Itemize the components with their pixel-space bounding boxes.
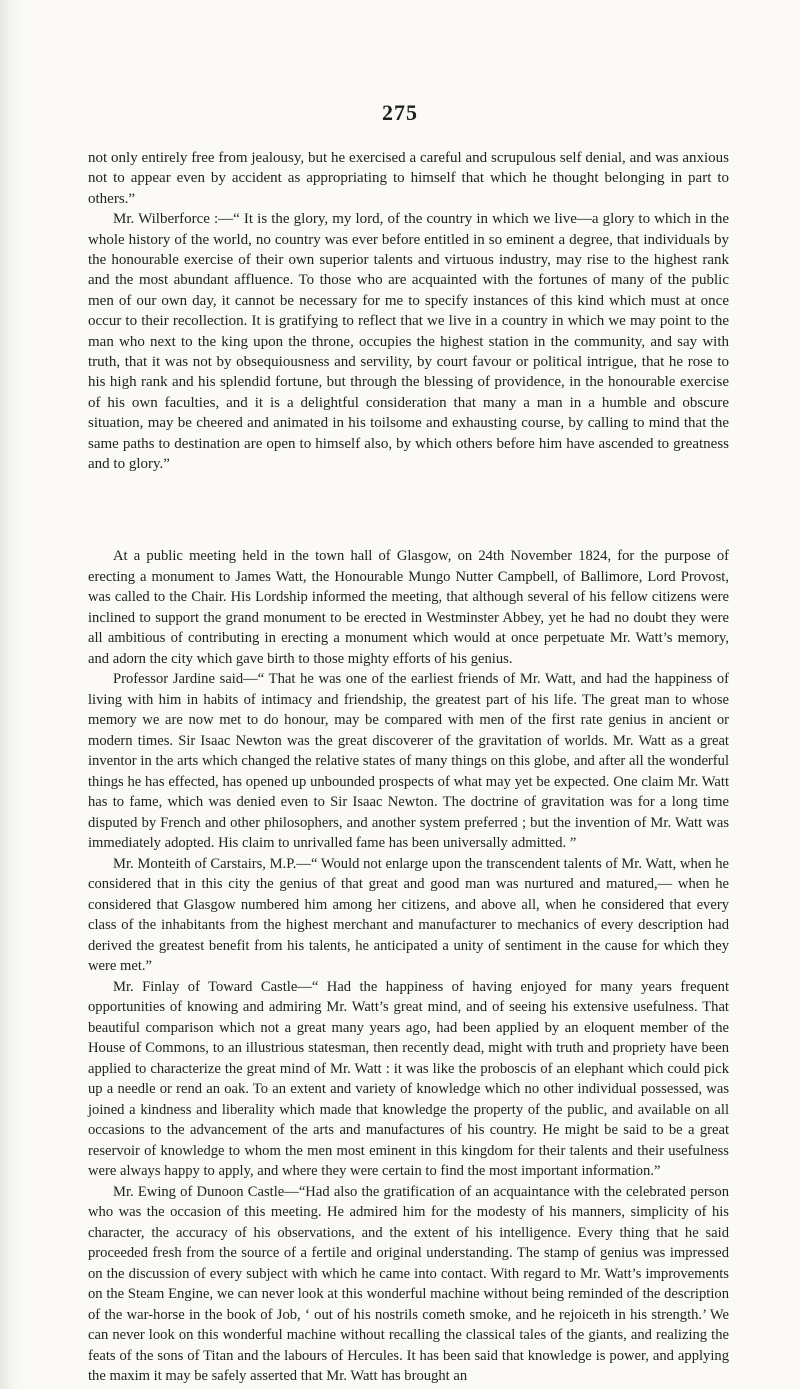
glasgow-meeting-section: [88, 546, 729, 1387]
paragraph-finlay: Mr. Finlay of Toward Castle—“ Had the happiness of having enjoyed for many years frequent opportunities of knowing and admiring Mr. Watt’s great mind, and of seeing his extensive usefulness. That beautiful comparison which not a great many years ago, had been applied by an eloquent member of the House of Commons, to an illustrious statesman, then recently dead, might with truth and propriety have been applied to characterize the great mind of Mr. Watt : it was like the proboscis of an elephant which could pick up a needle or rend an oak. To an extent and variety of knowledge which no other individual possessed, was joined a kindness and liberality which made that knowledge the property of the public, and available on all occasions to the advancement of the arts and manufactures of his country. He might be said to be a great reservoir of knowledge to whom the men most eminent in this kingdom for their talents and their usefulness were always happy to apply, and where they were certain to find the most important information.”: [88, 978, 729, 1179]
paragraph-wilberforce: Mr. Wilberforce :—“ It is the glory, my lord, of the country in which we live—a glory to which in the whole history of the world, no country was ever before entitled in so eminent a degree, that individuals by the honourable exercise of their own superior talents and virtuous industry, may rise to the highest rank and the most abundant affluence. To those who are acquainted with the fortunes of many of the public men of our own day, it cannot be necessary for me to specify instances of this kind which must at once occur to their recollection. It is gratifying to reflect that we live in a country in which we may point to the man who next to the king upon the throne, occupies the highest station in the community, and say with truth, that it was not by obsequiousness and servility, by court favour or political intrigue, that he rose to his high rank and his splendid fortune, but through the blessing of providence, in the honourable exercise of his own faculties, and it is a delightful consideration that many a man in a humble and obscure situation, may be cheered and animated in his toilsome and exhausting course, by calling to mind that the same paths to destination are open to himself also, by which others before him have ascended to greatness and to glory.”: [88, 211, 729, 473]
paragraph-continuation: not only entirely free from jealousy, but he exercised a careful and scrupulous self denial, and was anxious not to appear even by accident as appropriating to himself that which he thought belonging in part to others.”: [88, 150, 729, 207]
paragraph-jardine: Professor Jardine said—“ That he was one of the earliest friends of Mr. Watt, and had the happiness of living with him in habits of intimacy and friendship, the greatest part of his life. The great man to whose memory we are now met to do honour, may be compared with men of the first rate genius in ancient or modern times. Sir Isaac Newton was the great discoverer of the gravitation of worlds. Mr. Watt as a great inventor in the arts which changed the relative states of many things on this globe, and after all the wonderful things he has effected, has opened up unbounded prospects of what may yet be expected. One claim Mr. Watt has to fame, which was denied even to Sir Isaac Newton. The doctrine of gravitation was for a long time disputed by French and other philosophers, and another system preferred ; but the invention of Mr. Watt was immediately adopted. His claim to unrivalled fame has been universally admitted. ”: [88, 671, 729, 851]
page-number: 275: [382, 100, 418, 125]
wilberforce-section: [88, 148, 729, 475]
paragraph-ewing: Mr. Ewing of Dunoon Castle—“Had also the gratification of an acquaintance with the celebrated person who was the occasion of this meeting. He admired him for the modesty of his manners, simplicity of his character, the accuracy of his observations, and the extent of his intelligence. Every thing that he said proceeded fresh from the source of a fertile and original understanding. The stamp of genius was impressed on the discussion of every subject with which he came into contact. With regard to Mr. Watt’s improvements on the Steam Engine, we can never look at this wonderful machine without being reminded of the description of the war-horse in the book of Job, ‘ out of his nostrils cometh smoke, and he rejoiceth in his strength.’ We can never look on this wonderful machine without recalling the classical tales of the giants, and realizing the feats of the sons of Titan and the labours of Hercules. It has been said that knowledge is power, and applying the maxim it may be safely asserted that Mr. Watt has brought an: [88, 1183, 729, 1384]
paragraph-meeting-intro: At a public meeting held in the town hall of Glasgow, on 24th November 1824, for the purpose of erecting a monument to James Watt, the Honourable Mungo Nutter Campbell, of Ballimore, Lord Provost, was called to the Chair. His Lordship informed the meeting, that although several of his fellow citizens were inclined to support the grand monument to be erected in Westminster Abbey, yet he had no doubt they were all ambitious of contributing in erecting a monument which would at once perpetuate Mr. Watt’s memory, and adorn the city which gave birth to those mighty efforts of his genius.: [88, 548, 729, 667]
paragraph-monteith: Mr. Monteith of Carstairs, M.P.—“ Would not enlarge upon the transcendent talents of Mr. Watt, when he considered that in this city the genius of that great and good man was nurtured and matured,— when he considered that Glasgow numbered him among her citizens, and above all, when he considered that every class of the inhabitants from the highest merchant and manufacturer to mechanics of every description had derived the greatest benefit from his talents, he anticipated a unity of sentiment in the cause for which they were met.”: [88, 855, 729, 974]
